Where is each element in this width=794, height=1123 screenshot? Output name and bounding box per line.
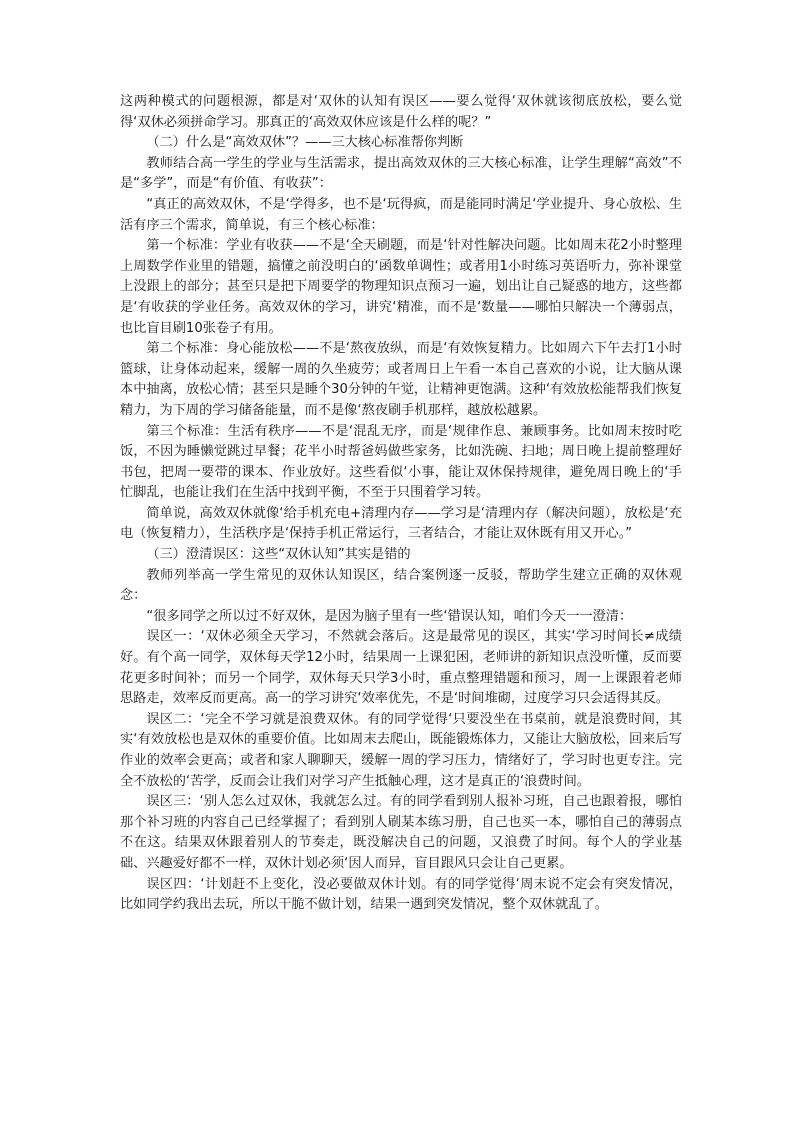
paragraph: “真正的高效双休，不是‘学得多，也不是‘玩得疯，而是能同时满足‘学业提升、身心放松、生活有序三个需求，简单说，有三个核心标准：: [120, 196, 682, 233]
paragraph-standard-1: 第一个标准：学业有收获——不是‘全天刷题，而是‘针对性解决问题。比如周末花2小时整理上周数学作业里的错题，搞懂之前没明白的‘函数单调性；或者用1小时练习英语听力，弥补课堂上没跟上的部分；甚至只是把下周要学的物理知识点预习一遍，划出让自己疑惑的地方，这些都是‘有收获的学业任务。高效双休的学习，讲究‘精准，而不是‘数量——哪怕只解决一个薄弱点，也比盲目刷10张卷子有用。: [120, 238, 682, 336]
paragraph-summary: 简单说，高效双休就像‘给手机充电+清理内存——学习是‘清理内存（解决问题），放松是‘充电（恢复精力），生活秩序是‘保持手机正常运行，三者结合，才能让双休既有用又开心。”: [120, 505, 682, 542]
paragraph-standard-2: 第二个标准：身心能放松——不是‘熬夜放纵，而是‘有效恢复精力。比如周六下午去打1小时篮球，让身体动起来，缓解一周的久坐疲劳；或者周日上午看一本自己喜欢的小说，让大脑从课本中抽离，放松心情；甚至只是睡个30分钟的午觉，让精神更饱满。这种‘有效放松能帮我们恢复精力，为下周的学习储备能量，而不是像‘熬夜刷手机那样，越放松越累。: [120, 341, 682, 418]
paragraph: “很多同学之所以过不好双休，是因为脑子里有一些‘错误认知，咱们今天一一澄清：: [146, 608, 633, 624]
paragraph-misconception-1: 误区一：‘双休必须全天学习，不然就会落后。这是最常见的误区，其实‘学习时间长≠成绩好。有个高一同学，双休每天学12小时，结果周一上课犯困，老师讲的新知识点没听懂，反而要花更多时间补；而另一个同学，双休每天只学3小时，重点整理错题和预习，周一上课跟着老师思路走，效率反而更高。高一的学习讲究‘效率优先，不是‘时间堆砌，过度学习只会适得其反。: [120, 629, 682, 707]
document-page: [120, 92, 682, 916]
paragraph: 教师结合高一学生的学业与生活需求，提出高效双休的三大核心标准，让学生理解“高效”不是“多学”，而是“有价值、有收获”：: [120, 155, 682, 192]
paragraph-misconception-3: 误区三：‘别人怎么过双休，我就怎么过。有的同学看到别人报补习班，自己也跟着报，哪怕那个补习班的内容自己已经掌握了；看到别人刷某本练习册，自己也买一本，哪怕自己的薄弱点不在这。结果双休跟着别人的节奏走，既没解决自己的问题，又浪费了时间。每个人的学业基础、兴趣爱好都不一样，双休计划必须‘因人而异，盲目跟风只会让自己更累。: [120, 794, 682, 871]
paragraph-standard-3: 第三个标准：生活有秩序——不是‘混乱无序，而是‘规律作息、兼顾事务。比如周末按时吃饭，不因为睡懒觉跳过早餐；花半小时帮爸妈做些家务，比如洗碗、扫地；周日晚上提前整理好书包，把周一要带的课本、作业放好。这些看似‘小事，能让双休保持规律，避免周日晚上的‘手忙脚乱，也能让我们在生活中找到平衡，不至于只围着学习转。: [120, 423, 682, 501]
paragraph-misconception-4: 误区四：‘计划赶不上变化，没必要做双休计划。有的同学觉得‘周末说不定会有突发情况，比如同学约我出去玩，所以干脆不做计划，结果一遇到突发情况，整个双休就乱了。: [120, 876, 682, 913]
paragraph-misconception-2: 误区二：‘完全不学习就是浪费双休。有的同学觉得‘只要没坐在书桌前，就是浪费时间，其实‘有效放松也是双休的重要价值。比如周末去爬山，既能锻炼体力，又能让大脑放松，回来后写作业的效率会更高；或者和家人聊聊天，缓解一周的学习压力，情绪好了，学习时也更专注。完全不放松的‘苦学，反而会让我们对学习产生抵触心理，这才是真正的‘浪费时间。: [120, 711, 682, 789]
section-heading-2: （二）什么是“高效双休”？——三大核心标准帮你判断: [146, 135, 464, 151]
paragraph: 教师列举高一学生常见的双休认知误区，结合案例逐一反驳，帮助学生建立正确的双休观念：: [120, 567, 682, 604]
section-heading-3: （三）澄清误区：这些“双休认知”其实是错的: [146, 547, 411, 563]
paragraph-intro-continuation: 这两种模式的问题根源，都是对‘双休的认知有误区——要么觉得‘双休就该彻底放松，要么觉得‘双休必须拼命学习。那真正的‘高效双休应该是什么样的呢？”: [120, 94, 682, 130]
